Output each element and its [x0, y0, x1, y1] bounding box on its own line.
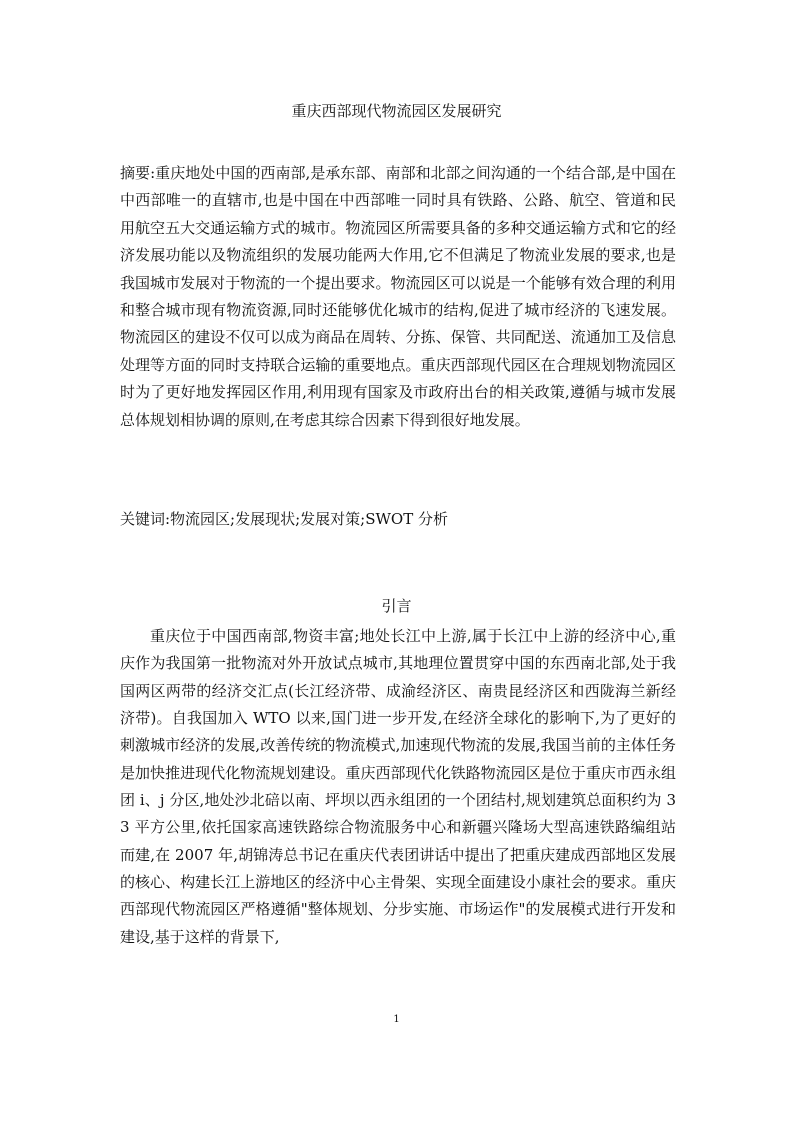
intro-heading: 引言 — [381, 597, 412, 615]
abstract-paragraph: 摘要:重庆地处中国的西南部,是承东部、南部和北部之间沟通的一个结合部,是中国在中西部唯一的直辖市,也是中国在中西部唯一同时具有铁路、公路、航空、管道和民用航空五大交通运输方式的城市。物流园区所需要具备的多种交通运输方式和它的经济发展功能以及物流组织的发展功能两大作用,它不但满足了物流业发展的要求,也是我国城市发展对于物流的一个提出要求。物流园区可以说是一个能够有效合理的利用和整合城市现有物流资源,同时还能够优化城市的结构,促进了城市经济的飞速发展。物流园区的建设不仅可以成为商品在周转、分拣、保管、共同配送、流通加工及信息处理等方面的同时支持联合运输的重要地点。重庆西部现代园区在合理规划物流园区时为了更好地发挥园区作用,利用现有国家及市政府出台的相关政策,遵循与城市发展总体规划相协调的原则,在考虑其综合因素下得到很好地发展。 — [120, 164, 676, 429]
page-number: 1 — [393, 1014, 400, 1025]
document-title: 重庆西部现代物流园区发展研究 — [291, 102, 502, 120]
intro-paragraph: 重庆位于中国西南部,物资丰富;地处长江中上游,属于长江中上游的经济中心,重庆作为我国第一批物流对外开放试点城市,其地理位置贯穿中国的东西南北部,处于我国两区两带的经济交汇点(长江经济带、成渝经济区、南贵昆经济区和西陇海兰新经济带)。自我国加入 WTO 以来,国门进一步开发,在经济全球化的影响下,为了更好的刺激城市经济的发展,改善传统的物流模式,加速现代物流的发展,我国当前的主体任务是加快推进现代化物流规划建设。重庆西部现代化铁路物流园区是位于重庆市西永组团 i、j 分区,地处沙北碚以南、坪坝以西永组团的一个团结村,规划建筑总面积约为 33 平方公里,依托国家高速铁路综合物流服务中心和新疆兴隆场大型高速铁路编组站而建,在 2007 年,胡锦涛总书记在重庆代表团讲话中提出了把重庆建成西部地区发展的核心、构建长江上游地区的经济中心主骨架、实现全面建设小康社会的要求。重庆西部现代物流园区严格遵循"整体规划、分步实施、市场运作"的发展模式进行开发和建设,基于这样的背景下, — [120, 627, 676, 946]
keywords-line: 关键词:物流园区;发展现状;发展对策;SWOT 分析 — [120, 510, 448, 528]
